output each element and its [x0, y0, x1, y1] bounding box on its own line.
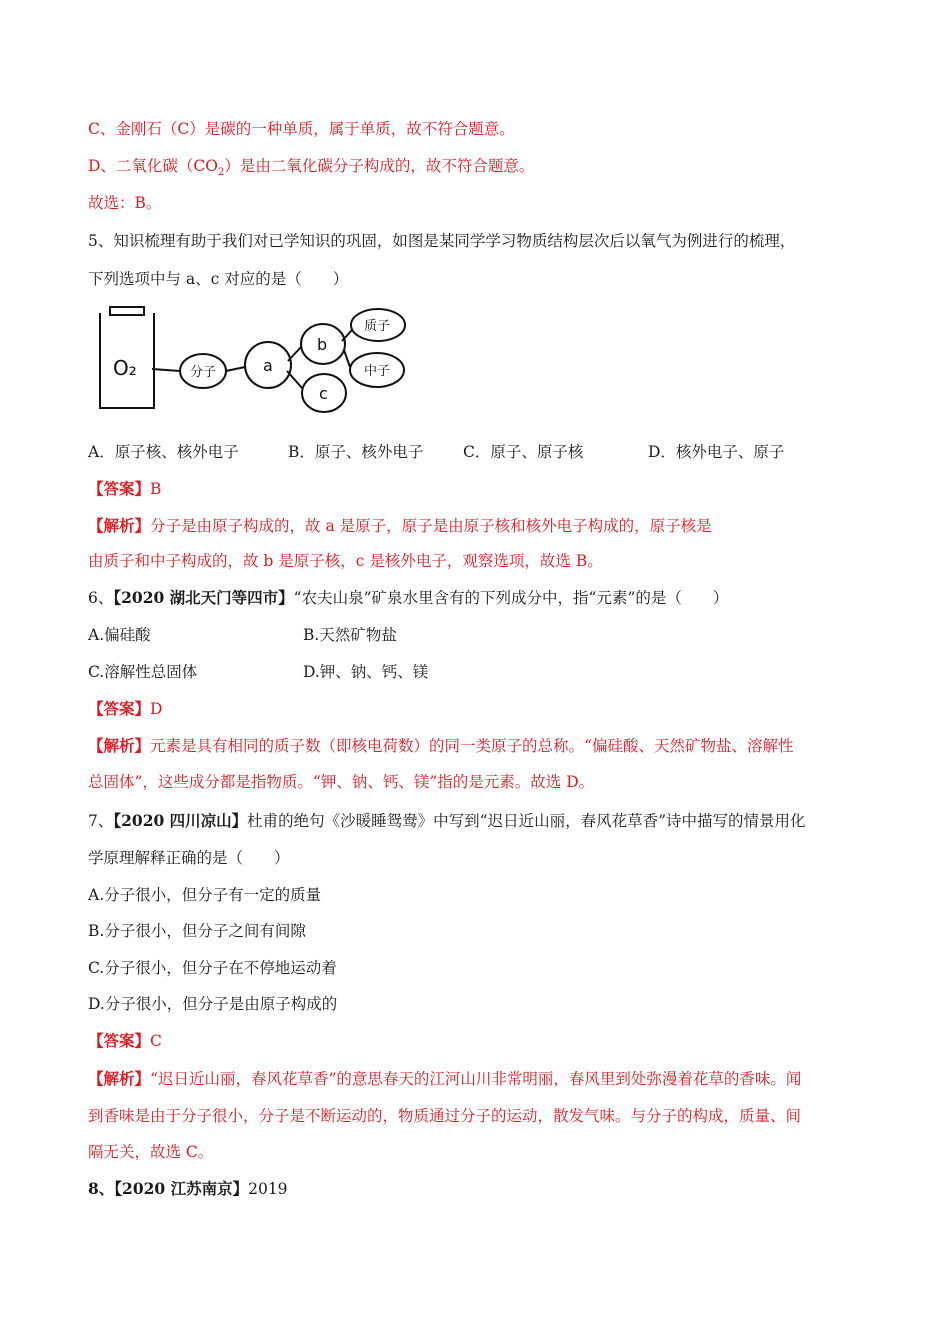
zhongzi-label: 中子 [364, 364, 391, 379]
q7-option-c[interactable]: C.分子很小，但分子在不停地运动着 [88, 959, 337, 977]
q5-stem-2: 下列选项中与 a、c 对应的是（ ） [88, 270, 349, 288]
c-label: c [319, 384, 328, 403]
q6-option-c[interactable]: C.溶解性总固体 [88, 663, 198, 681]
q5-option-b[interactable]: B．原子、核外电子 [288, 443, 424, 461]
choose-answer: 故选：B。 [88, 194, 162, 212]
a-label: a [263, 356, 273, 375]
q5-option-a[interactable]: A．原子核、核外电子 [88, 443, 239, 461]
oxygen-structure-diagram [88, 305, 418, 417]
bottle-label: O₂ [113, 356, 137, 380]
option-d-explanation: D、二氧化碳$(CO_2)$是由二氧化碳分子构成的，故不符合题意。 [88, 157, 535, 179]
q7-stem-1: 7、【2020 四川凉山】杜甫的绝句《沙暖睡鸳鸯》中写到“迟日近山丽，春风花草香”诗中描写的情景用化 [88, 811, 806, 830]
fenzi-label: 分子 [190, 365, 217, 380]
q5-analysis-2: 由质子和中子构成的，故 b 是原子核，c 是核外电子，观察选项，故选 B。 [88, 552, 603, 570]
q8-stem: 8、【2020 江苏南京】2019 [88, 1179, 288, 1198]
q7-analysis-3: 隔无关，故选 C。 [88, 1143, 214, 1161]
q5-option-d[interactable]: D．核外电子、原子 [648, 443, 785, 461]
q6-analysis-1: 【解析】元素是具有相同的质子数（即核电荷数）的同一类原子的总称。“偏硅酸、天然矿物盐、溶解性 [88, 736, 794, 755]
q7-option-a[interactable]: A.分子很小，但分子有一定的质量 [88, 886, 322, 904]
q7-answer: 【答案】C [88, 1031, 162, 1050]
q7-stem-2: 学原理解释正确的是（ ） [88, 849, 290, 867]
q5-option-c[interactable]: C．原子、原子核 [463, 443, 584, 461]
q7-analysis-2: 到香味是由于分子很小，分子是不断运动的，物质通过分子的运动，散发气味。与分子的构成，质量、间 [88, 1107, 802, 1125]
option-c-explanation: C、金刚石（C）是碳的一种单质，属于单质，故不符合题意。 [88, 120, 515, 138]
q6-option-d[interactable]: D.钾、钠、钙、镁 [303, 663, 429, 681]
q5-stem-1: 5、知识梳理有助于我们对已学知识的巩固，如图是某同学学习物质结构层次后以氧气为例进行的梳理， [88, 232, 796, 250]
bottle-neck [110, 307, 144, 315]
q6-analysis-2: 总固体”，这些成分都是指物质。“钾、钠、钙、镁”指的是元素。故选 D。 [88, 773, 595, 791]
q5-analysis-1: 【解析】分子是由原子构成的，故 a 是原子，原子是由原子核和核外电子构成的，原子核是 [88, 516, 712, 535]
b-label: b [317, 335, 328, 354]
q6-stem: 6、【2020 湖北天门等四市】“农夫山泉”矿泉水里含有的下列成分中，指“元素”的是（ ） [88, 588, 729, 607]
zhizi-label: 质子 [364, 319, 391, 334]
q7-option-d[interactable]: D.分子很小，但分子是由原子构成的 [88, 995, 338, 1013]
q6-answer: 【答案】D [88, 699, 163, 718]
q6-option-a[interactable]: A.偏硅酸 [88, 626, 151, 644]
q7-analysis-1: 【解析】“迟日近山丽，春风花草香”的意思春天的江河山川非常明丽，春风里到处弥漫着花草的香味。闻 [88, 1069, 802, 1088]
q5-answer: 【答案】B [88, 479, 162, 498]
q7-option-b[interactable]: B.分子很小，但分子之间有间隙 [88, 922, 306, 940]
q6-option-b[interactable]: B.天然矿物盐 [303, 626, 397, 644]
